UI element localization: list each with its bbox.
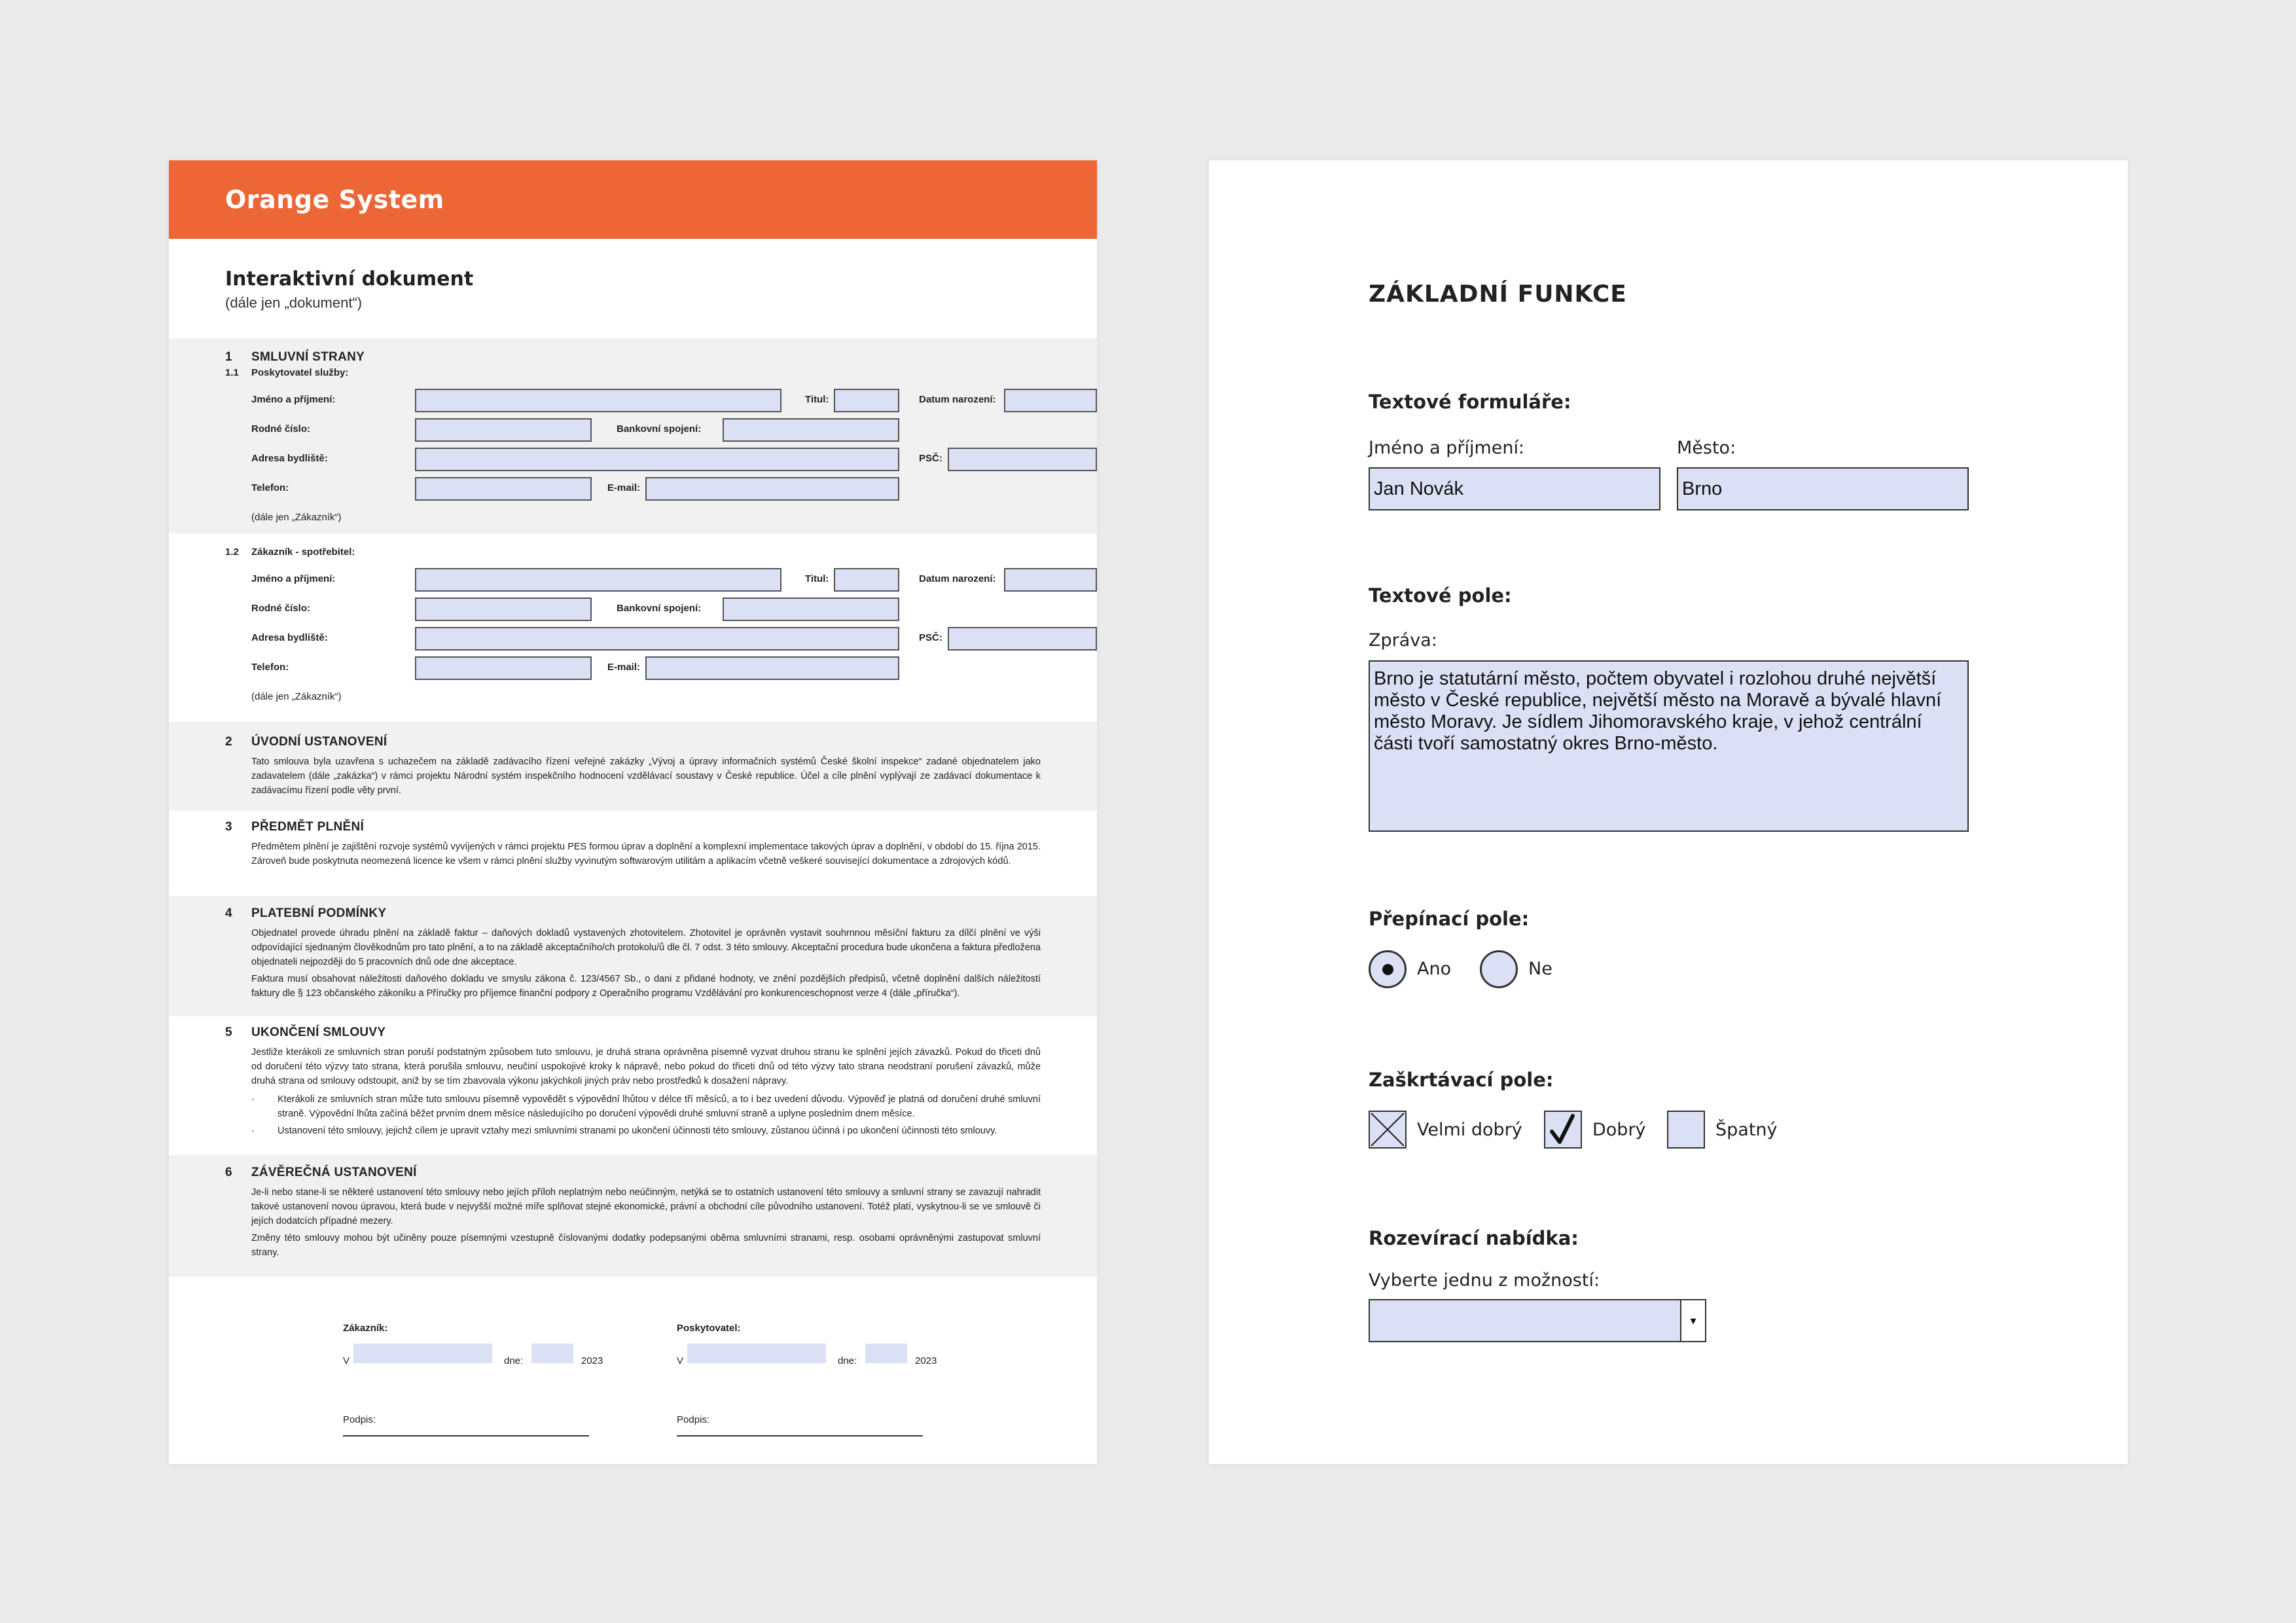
checkmark-icon bbox=[1545, 1112, 1581, 1147]
section-title: ZÁVĚREČNÁ USTANOVENÍ bbox=[251, 1166, 417, 1179]
radio-ne[interactable] bbox=[1480, 950, 1518, 988]
section-title: UKONČENÍ SMLOUVY bbox=[251, 1026, 386, 1039]
provider-sign-label: Poskytovatel: bbox=[677, 1323, 741, 1334]
checkbox-dobry[interactable] bbox=[1544, 1111, 1582, 1149]
section-paragraph: Faktura musí obsahovat náležitosti daňového dokladu ve smyslu zákona č. 123/4567 Sb., o dani z přidané hodnoty, ve znění pozdějších předpisů, včetně doplnění dalších náležitostí faktury dle § 123 občanského zákoníku a Příručky pro příjemce finanční podpory z Operačního programu Vzdělávání pro konkurenceschopnost verze 4 (dále „příručka“). bbox=[251, 974, 1041, 999]
addr-label: Adresa bydliště: bbox=[251, 453, 328, 464]
checkbox-heading: Zaškrtávací pole: bbox=[1369, 1069, 1554, 1091]
section-zaverecna-ustanoveni bbox=[169, 1155, 1097, 1277]
phone-label: Telefon: bbox=[251, 662, 289, 673]
section-heading bbox=[225, 1026, 1041, 1040]
subsection-heading bbox=[225, 367, 1041, 378]
place-prefix: V bbox=[343, 1355, 350, 1366]
radio-ano[interactable] bbox=[1369, 950, 1407, 988]
contract-document-page bbox=[169, 160, 1097, 1464]
document-title-block bbox=[169, 239, 1097, 338]
provider-birth-field[interactable] bbox=[1004, 389, 1097, 412]
bullet-item bbox=[225, 1124, 1041, 1138]
customer-psc-field[interactable] bbox=[948, 627, 1097, 651]
checkbox-label-velmi-dobry: Velmi dobrý bbox=[1417, 1120, 1522, 1140]
date-label: dne: bbox=[504, 1355, 524, 1366]
signature-line[interactable] bbox=[343, 1435, 589, 1436]
section-number: 1 bbox=[225, 350, 232, 364]
signature-label: Podpis: bbox=[343, 1414, 376, 1425]
date-label: dne: bbox=[838, 1355, 857, 1366]
customer-rc-field[interactable] bbox=[415, 597, 592, 621]
section-number: 6 bbox=[225, 1166, 232, 1179]
provider-name-field[interactable] bbox=[415, 389, 781, 412]
radio-selected-dot bbox=[1382, 964, 1393, 975]
section-zakaznik bbox=[169, 533, 1097, 722]
section-number: 2 bbox=[225, 735, 232, 749]
section-heading bbox=[225, 350, 1041, 365]
customer-birth-field[interactable] bbox=[1004, 568, 1097, 592]
section-title: SMLUVNÍ STRANY bbox=[251, 350, 365, 364]
brand-name: Orange System bbox=[225, 185, 444, 214]
section-title: ÚVODNÍ USTANOVENÍ bbox=[251, 735, 387, 749]
birth-label: Datum narození: bbox=[919, 394, 996, 405]
rc-label: Rodné číslo: bbox=[251, 603, 311, 614]
checkbox-label-spatny: Špatný bbox=[1715, 1120, 1778, 1140]
dropdown-heading: Rozevírací nabídka: bbox=[1369, 1227, 1579, 1249]
choice-dropdown[interactable] bbox=[1369, 1299, 1706, 1342]
section-heading bbox=[225, 820, 1041, 834]
place-prefix: V bbox=[677, 1355, 684, 1366]
message-textarea[interactable]: Brno je statutární město, počtem obyvatel i rozlohou druhé největší město v České republice, největší město na Moravě a bývalé hlavní město Moravy. Je sídlem Jihomoravského kraje, v jehož centrální části tvoří samostatný okres Brno-město. bbox=[1369, 660, 1969, 832]
email-label: E-mail: bbox=[607, 662, 641, 673]
subsection-title: Zákazník - spotřebitel: bbox=[251, 546, 355, 558]
dropdown-arrow-button[interactable] bbox=[1680, 1300, 1705, 1341]
rc-label: Rodné číslo: bbox=[251, 423, 311, 435]
cross-icon bbox=[1370, 1112, 1405, 1147]
section-number: 5 bbox=[225, 1026, 232, 1039]
section-title: PŘEDMĚT PLNĚNÍ bbox=[251, 820, 365, 834]
bullet-text: Kterákoli ze smluvních stran může tuto smlouvu písemně vypovědět s výpovědní lhůtou v délce tří měsíců, a to i bez uvedení důvodu. Výpověď je platná od doručení druhé smluvní straně. Výpovědní lhůta začíná běžet prvním dnem měsíce následujícího po doručení výpovědi druhé smluvní straně a uplyne posledním dnem měsíce. bbox=[278, 1094, 1041, 1119]
customer-phone-field[interactable] bbox=[415, 656, 592, 680]
customer-address-field[interactable] bbox=[415, 627, 899, 651]
section-paragraph: Tato smlouva byla uzavřena s uchazečem na základě zadávacího řízení veřejné zakázky „Vývoj a úpravy informačních systémů České školní inspekce“ zadané objednatelem jako zadavatelem (dále „zakázka“) v rámci projektu Národní systém inspekčního hodnocení vzdělávací soustavy v České republice. Účel a cíle plnění vyplývají ze zadávací dokumentace k zadávacímu řízení podle věty první. bbox=[251, 757, 1041, 796]
customer-date-field[interactable] bbox=[531, 1344, 573, 1363]
section-title: PLATEBNÍ PODMÍNKY bbox=[251, 906, 387, 920]
customer-note: (dále jen „Zákazník“) bbox=[251, 691, 342, 702]
section-paragraph: Jestliže kterákoli ze smluvních stran poruší podstatným způsobem tuto smlouvu, je druhá strana oprávněna písemně vyzvat druhou stranu ke splnění jejích závazků. Pokud do třiceti dnů od doručení této výzvy tato strana, která porušila smlouvu, neučiní uspokojivé kroky k nápravě, nebo pokud do třiceti dnů od této výzvy tato strana neodstraní porušení závazků, může druhá strana od smlouvy odstoupit, aniž by se tím zbavovala výkonu jakýchkoli jiných práv nebo prostředků k dosažení nápravy. bbox=[251, 1047, 1041, 1086]
radio-heading: Přepínací pole: bbox=[1369, 908, 1530, 930]
page-title: ZÁKLADNÍ FUNKCE bbox=[1369, 281, 1627, 308]
email-label: E-mail: bbox=[607, 482, 641, 493]
customer-fields bbox=[225, 568, 1041, 702]
section-paragraph: Změny této smlouvy mohou být učiněny pouze písemnými vzestupně číslovanými dodatky podepsanými oběma smluvními stranami, resp. osobami oprávněnými zastupovat smluvní strany. bbox=[251, 1233, 1041, 1258]
city-label: Město: bbox=[1677, 438, 1736, 458]
section-platebni-podminky bbox=[169, 896, 1097, 1016]
year-text: 2023 bbox=[581, 1355, 603, 1366]
provider-date-field[interactable] bbox=[865, 1344, 907, 1363]
provider-psc-field[interactable] bbox=[948, 448, 1097, 471]
customer-place-field[interactable] bbox=[353, 1344, 492, 1363]
bullet-item bbox=[225, 1092, 1041, 1121]
bullet-text: Ustanovení této smlouvy, jejichž cílem je upravit vztahy mezi smluvními stranami po ukončení účinnosti této smlouvy, zůstanou účinná i po ukončení účinnosti této smlouvy. bbox=[278, 1126, 997, 1136]
bank-label: Bankovní spojení: bbox=[617, 423, 702, 435]
subsection-number: 1.2 bbox=[225, 546, 239, 558]
message-label: Zpráva: bbox=[1369, 630, 1437, 651]
basic-functions-page bbox=[1209, 160, 2128, 1464]
titul-label: Titul: bbox=[805, 394, 829, 405]
section-heading bbox=[225, 906, 1041, 921]
section-paragraph: Předmětem plnění je zajištění rozvoje systémů vyvíjených v rámci projektu PES formou úprav a doplnění a komplexní implementace takových úprav a doplnění, v období do 15. října 2015. Zároveň bude poskytnuta neomezená licence ke všem v rámci plnění služby vyvinutým softwarovým utilitám a aplikacím včetně veškeré související dokumentace a zdrojových kódů. bbox=[251, 842, 1041, 866]
bullet-marker: · bbox=[251, 1094, 255, 1105]
section-heading bbox=[225, 1166, 1041, 1180]
radio-label-ne: Ne bbox=[1528, 959, 1552, 979]
section-ukonceni-smlouvy bbox=[169, 1016, 1097, 1155]
signature-area bbox=[169, 1290, 1097, 1464]
section-smluvni-strany bbox=[169, 338, 1097, 533]
provider-note: (dále jen „Zákazník“) bbox=[251, 512, 342, 523]
dropdown-label: Vyberte jednu z možností: bbox=[1369, 1270, 1600, 1291]
bank-label: Bankovní spojení: bbox=[617, 603, 702, 614]
provider-place-field[interactable] bbox=[687, 1344, 826, 1363]
checkbox-velmi-dobry[interactable] bbox=[1369, 1111, 1407, 1149]
document-title: Interaktivní dokument bbox=[225, 268, 474, 291]
signature-label: Podpis: bbox=[677, 1414, 710, 1425]
section-paragraph: Je-li nebo stane-li se některé ustanovení této smlouvy nebo jejích příloh neplatným nebo neúčinným, netýká se to ostatních ustanovení této smlouvy a smluvní strany se zavazují nahradit takové ustanovení novou úpravou, která bude v nejvyšší možné míře splňovat stejné ekonomické, právní a obchodní cíle původního ustanovení. Totéž platí, vyskytnou-li se ve smlouvě či jejích dodatcích případné mezery. bbox=[251, 1187, 1041, 1226]
name-label: Jméno a příjmení: bbox=[251, 573, 336, 584]
section-heading bbox=[225, 735, 1041, 749]
section-paragraph: Objednatel provede úhradu plnění na základě faktur – daňových dokladů vystavených zhotovitelem. Zhotovitel je oprávněn vystavit souhrnnou měsíční fakturu za dílčí plnění ve výši odpovídající sjednaným člověkodnům pro tato plnění, a to na základě akceptačního/ch protokolu/ů dle čl. 7 odst. 3 této smlouvy. Akceptační procedura bude ukončena a faktura předložena objednateli nejpozději do 5 pracovních dnů ode dne akceptace. bbox=[251, 928, 1041, 967]
psc-label: PSČ: bbox=[919, 453, 942, 464]
checkbox-label-dobry: Dobrý bbox=[1592, 1120, 1646, 1140]
customer-bank-field[interactable] bbox=[723, 597, 899, 621]
section-predmet-plneni bbox=[169, 811, 1097, 896]
document-subtitle: (dále jen „dokument“) bbox=[225, 294, 363, 311]
section-number: 4 bbox=[225, 906, 232, 920]
name-input[interactable]: Jan Novák bbox=[1369, 467, 1660, 510]
provider-address-field[interactable] bbox=[415, 448, 899, 471]
provider-phone-field[interactable] bbox=[415, 477, 592, 501]
name-label: Jméno a příjmení: bbox=[1369, 438, 1525, 458]
city-input[interactable]: Brno bbox=[1677, 467, 1969, 510]
text-area-heading: Textové pole: bbox=[1369, 584, 1512, 607]
customer-titul-field[interactable] bbox=[834, 568, 899, 592]
customer-name-field[interactable] bbox=[415, 568, 781, 592]
subsection-title: Poskytovatel služby: bbox=[251, 367, 349, 378]
provider-bank-field[interactable] bbox=[723, 418, 899, 442]
radio-label-ano: Ano bbox=[1417, 959, 1452, 979]
customer-sign-label: Zákazník: bbox=[343, 1323, 388, 1334]
brand-header bbox=[169, 160, 1097, 239]
provider-titul-field[interactable] bbox=[834, 389, 899, 412]
addr-label: Adresa bydliště: bbox=[251, 632, 328, 643]
provider-email-field[interactable] bbox=[645, 477, 899, 501]
provider-fields bbox=[225, 389, 1041, 523]
bullet-marker: · bbox=[251, 1126, 255, 1136]
birth-label: Datum narození: bbox=[919, 573, 996, 584]
subsection-heading bbox=[225, 546, 1041, 558]
signature-line[interactable] bbox=[677, 1435, 923, 1436]
caret-down-icon: ▾ bbox=[1690, 1313, 1696, 1327]
name-label: Jméno a příjmení: bbox=[251, 394, 336, 405]
titul-label: Titul: bbox=[805, 573, 829, 584]
year-text: 2023 bbox=[915, 1355, 937, 1366]
text-forms-heading: Textové formuláře: bbox=[1369, 391, 1571, 413]
checkbox-spatny[interactable] bbox=[1667, 1111, 1705, 1149]
customer-email-field[interactable] bbox=[645, 656, 899, 680]
section-number: 3 bbox=[225, 820, 232, 834]
subsection-number: 1.1 bbox=[225, 367, 239, 378]
section-uvodni-ustanoveni bbox=[169, 722, 1097, 811]
psc-label: PSČ: bbox=[919, 632, 942, 643]
provider-rc-field[interactable] bbox=[415, 418, 592, 442]
phone-label: Telefon: bbox=[251, 482, 289, 493]
